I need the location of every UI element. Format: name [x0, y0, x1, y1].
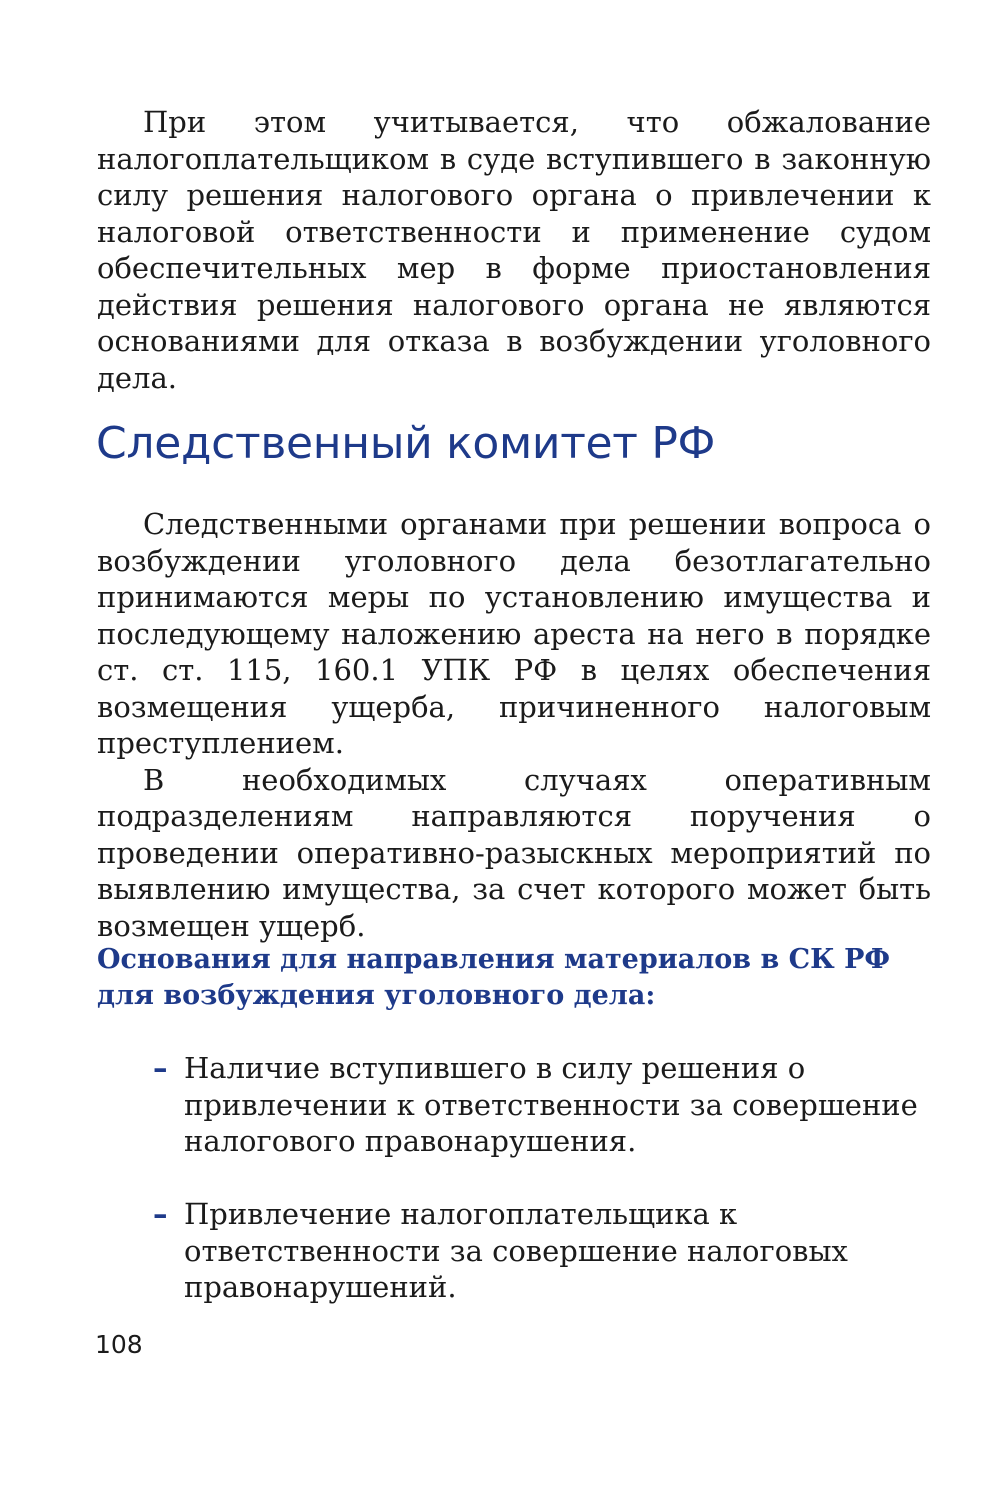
list-item [150, 1050, 930, 1160]
list-item-text: Наличие вступившего в силу решения о привлечении к ответственности за совершение налогового правонарушения. [184, 1051, 918, 1158]
list-item [150, 1196, 930, 1306]
grounds-heading-line-2: для возбуждения уголовного дела: [97, 980, 656, 1011]
page-number: 108 [95, 1330, 143, 1359]
section-body [97, 506, 931, 944]
section-paragraph-2: В необходимых случаях оперативным подразделениям направляются поручения о проведении оперативно-разыскных мероприятий по выявлению имущества, за счет которого может быть возмещен ущерб. [97, 762, 931, 943]
section-paragraph-1: Следственными органами при решении вопроса о возбуждении уголовного дела безотлагательно принимаются меры по установлению имущества и последующему наложению ареста на него в порядке ст. ст. 115, 160.1 УПК РФ в целях обеспечения возмещения ущерба, причиненного налоговым преступлением. [97, 507, 931, 760]
intro-text [97, 104, 931, 396]
intro-paragraph: При этом учитывается, что обжалование налогоплательщиком в суде вступившего в законную силу решения налогового органа о привлечении к налоговой ответственности и применение судом обеспечительных мер в форме приостановления действия решения налогового органа не являются основаниями для отказа в возбуждении уголовного дела. [97, 105, 931, 395]
list-item-text: Привлечение налогоплательщика к ответственности за совершение налоговых правонарушений. [184, 1197, 848, 1304]
dash-bullet-icon: – [153, 1051, 168, 1085]
grounds-heading [97, 942, 931, 1014]
dash-bullet-icon: – [153, 1197, 168, 1231]
section-title: Следственный комитет РФ [96, 418, 716, 469]
grounds-heading-line-1: Основания для направления материалов в СК РФ [97, 944, 890, 975]
grounds-list-1 [150, 1050, 930, 1160]
grounds-list-2 [150, 1196, 930, 1306]
